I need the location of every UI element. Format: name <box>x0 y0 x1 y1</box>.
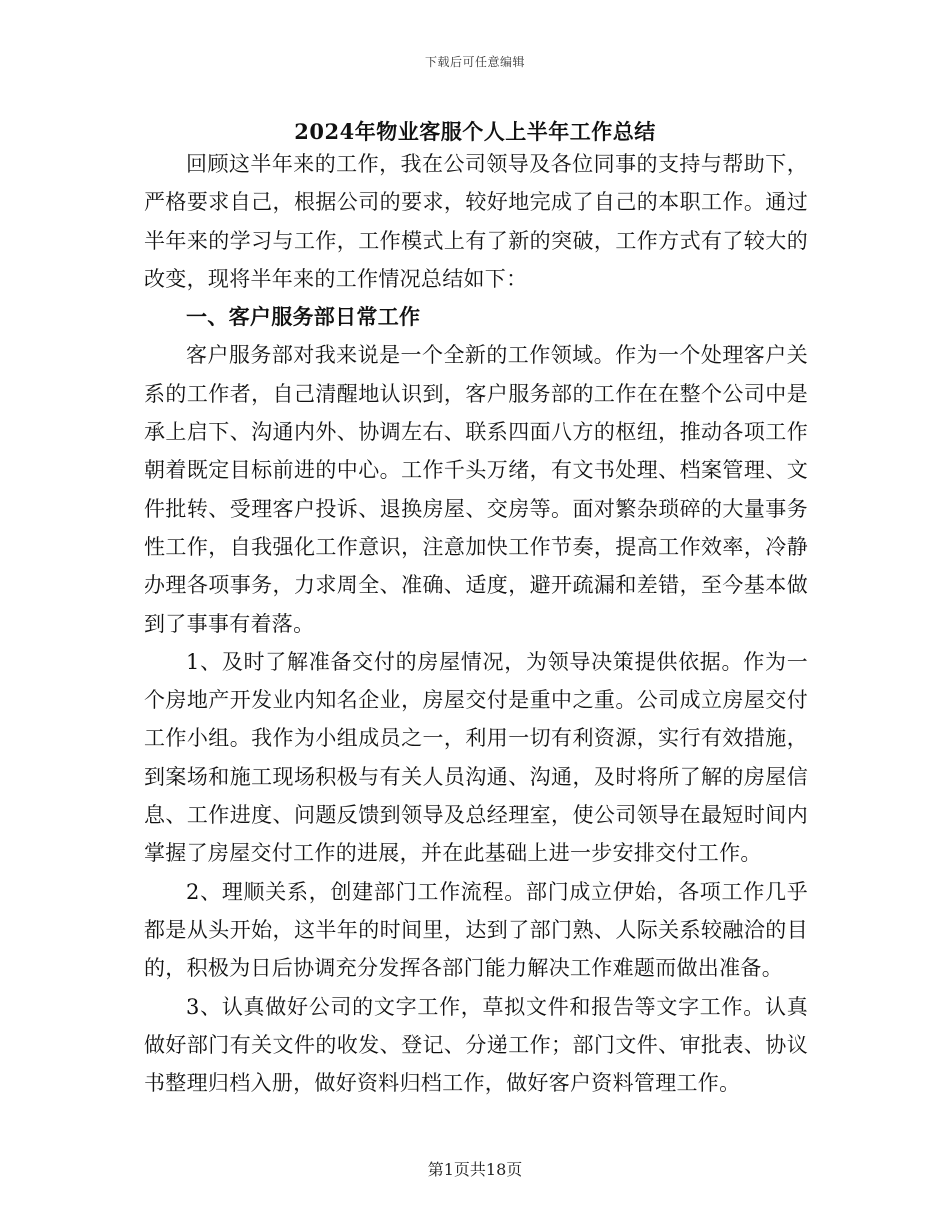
header-note: 下载后可任意编辑 <box>424 55 525 69</box>
section-heading: 一、客户服务部日常工作 <box>186 304 421 330</box>
body-paragraph: 2、理顺关系，创建部门工作流程。部门成立伊始，各项工作几乎都是从头开始，这半年的时间里，达到了部门熟、人际关系较融洽的目的，积极为日后协调充分发挥各部门能力解决工作难题而做出准备。 <box>144 879 808 981</box>
document-body <box>144 145 808 1102</box>
document-title: 2024年物业客服个人上半年工作总结 <box>294 119 656 144</box>
body-paragraph: 客户服务部对我来说是一个全新的工作领域。作为一个处理客户关系的工作者，自己清醒地认识到，客户服务部的工作在在整个公司中是承上启下、沟通内外、协调左右、联系四面八方的枢纽，推动各项工作朝着既定目标前进的中心。工作千头万绪，有文书处理、档案管理、文件批转、受理客户投诉、退换房屋、交房等。面对繁杂琐碎的大量事务性工作，自我强化工作意识，注意加快工作节奏，提高工作效率，冷静办理各项事务，力求周全、准确、适度，避开疏漏和差错，至今基本做到了事事有着落。 <box>144 343 808 636</box>
intro-paragraph: 回顾这半年来的工作，我在公司领导及各位同事的支持与帮助下，严格要求自己，根据公司的要求，较好地完成了自己的本职工作。通过半年来的学习与工作，工作模式上有了新的突破，工作方式有了较大的改变，现将半年来的工作情况总结如下： <box>144 152 808 291</box>
page-number-footer: 第1页共18页 <box>427 1160 523 1179</box>
body-paragraph: 1、及时了解准备交付的房屋情况，为领导决策提供依据。作为一个房地产开发业内知名企业，房屋交付是重中之重。公司成立房屋交付工作小组。我作为小组成员之一，利用一切有利资源，实行有效措施，到案场和施工现场积极与有关人员沟通、沟通，及时将所了解的房屋信息、工作进度、问题反馈到领导及总经理室，使公司领导在最短时间内掌握了房屋交付工作的进展，并在此基础上进一步安排交付工作。 <box>144 649 808 866</box>
body-paragraph: 3、认真做好公司的文字工作，草拟文件和报告等文字工作。认真做好部门有关文件的收发、登记、分递工作；部门文件、审批表、协议书整理归档入册，做好资料归档工作，做好客户资料管理工作。 <box>144 994 808 1096</box>
